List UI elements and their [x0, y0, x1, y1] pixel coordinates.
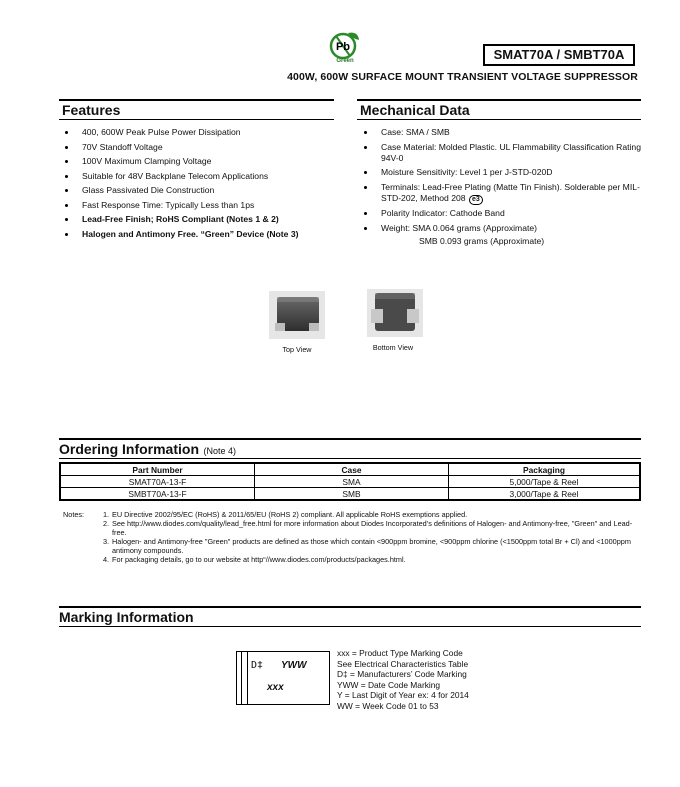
legend-line: WW = Week Code 01 to 53	[337, 700, 439, 711]
legend-line: Y = Last Digit of Year ex: 4 for 2014	[337, 690, 469, 701]
mechanical-item-weight: Weight: SMA 0.064 grams (Approximate)	[361, 223, 641, 234]
note-item: 1. EU Directive 2002/95/EC (RoHS) & 2011/65/EU (RoHS 2) compliant. All applicable RoHS exemptions applied.	[103, 510, 468, 519]
case-cell: SMA	[255, 476, 449, 488]
feature-item: Halogen and Antimony Free. “Green” Device (Note 3)	[62, 229, 337, 240]
marking-rule-top	[59, 606, 641, 608]
ordering-rule-bottom	[59, 458, 641, 459]
notes-label: Notes:	[63, 510, 85, 519]
features-rule-bottom	[59, 119, 334, 120]
feature-item: 70V Standoff Voltage	[62, 142, 337, 153]
logo-symbol: Pb	[335, 41, 351, 53]
chip-logo: D‡	[251, 660, 264, 671]
feature-item: 100V Maximum Clamping Voltage	[62, 156, 337, 167]
ordering-title: Ordering Information	[59, 441, 199, 457]
part-number-box: SMAT70A / SMBT70A	[483, 44, 635, 66]
cathode-band	[241, 652, 248, 704]
table-row	[60, 476, 640, 488]
marking-diagram	[236, 651, 330, 705]
column-header-part-number: Part Number	[60, 463, 255, 476]
logo-label: Green	[336, 58, 354, 64]
document-subtitle: 400W, 600W SURFACE MOUNT TRANSIENT VOLTAGE SUPPRESSOR	[287, 71, 638, 83]
table-header-row	[60, 463, 640, 476]
features-list	[62, 127, 337, 243]
mechanical-item-weight-smb: SMB 0.093 grams (Approximate)	[419, 235, 545, 246]
note-item: 2. See http://www.diodes.com/quality/lead_free.html for more information about Diodes Incorporated’s definitions of Halogen- and Antimony-free, "Green" and Lead-free.	[103, 519, 633, 537]
marking-rule-bottom	[59, 626, 641, 627]
package-top-view-image	[269, 291, 325, 339]
part-number-cell: SMAT70A-13-F	[60, 476, 255, 488]
part-number-cell: SMBT70A-13-F	[60, 488, 255, 501]
ordering-table	[59, 462, 641, 501]
mechanical-item-terminals: Terminals: Lead-Free Plating (Matte Tin Finish). Solderable per MIL-STD-202, Method 208 e3	[361, 182, 641, 205]
ordering-heading	[59, 441, 236, 459]
mechanical-item-moisture: Moisture Sensitivity: Level 1 per J-STD-020D	[361, 167, 641, 178]
mechanical-item-case: Case: SMA / SMB	[361, 127, 641, 138]
bottom-view-caption: Bottom View	[372, 343, 414, 352]
note-item: 3. Halogen- and Antimony-free "Green" products are defined as those which contain <900ppm bromine, <900ppm chlorine (<1500ppm total Br + Cl) and <1000ppm antimony compounds.	[103, 537, 631, 555]
top-view-caption: Top View	[282, 345, 312, 354]
feature-item: Glass Passivated Die Construction	[62, 185, 337, 196]
mechanical-item-polarity: Polarity Indicator: Cathode Band	[361, 208, 641, 219]
packaging-cell: 5,000/Tape & Reel	[449, 476, 641, 488]
feature-item: 400, 600W Peak Pulse Power Dissipation	[62, 127, 337, 138]
feature-item: Suitable for 48V Backplane Telecom Applications	[62, 171, 337, 182]
legend-line: D‡ = Manufacturers’ Code Marking	[337, 669, 467, 680]
marking-legend	[337, 648, 469, 712]
ordering-note: (Note 4)	[203, 446, 236, 456]
legend-line: See Electrical Characteristics Table	[337, 658, 469, 669]
column-header-packaging: Packaging	[449, 463, 641, 476]
feature-item: Fast Response Time: Typically Less than 1ps	[62, 200, 337, 211]
legend-line: YWW = Date Code Marking	[337, 679, 441, 690]
marking-title: Marking Information	[59, 609, 194, 625]
table-row	[60, 488, 640, 501]
legend-line: xxx = Product Type Marking Code	[337, 648, 463, 658]
features-title: Features	[62, 102, 121, 118]
package-bottom-view-image	[367, 289, 423, 337]
mechanical-rule-top	[357, 99, 641, 101]
features-rule-top	[59, 99, 334, 101]
note-item: 4. For packaging details, go to our website at http“//www.diodes.com/products/packages.html.	[103, 555, 406, 564]
column-header-case: Case	[255, 463, 449, 476]
case-cell: SMB	[255, 488, 449, 501]
feature-item: Lead-Free Finish; RoHS Compliant (Notes 1 & 2)	[62, 214, 337, 225]
notes-list	[103, 510, 642, 564]
mechanical-rule-bottom	[357, 119, 641, 120]
chip-type-code: xxx	[267, 682, 284, 693]
packaging-cell: 3,000/Tape & Reel	[449, 488, 641, 501]
ordering-rule-top	[59, 438, 641, 440]
chip-date-code: YWW	[281, 660, 307, 671]
e3-badge-icon: e3	[469, 195, 483, 205]
mechanical-item-case-material: Case Material: Molded Plastic. UL Flammability Classification Rating 94V-0	[361, 142, 641, 164]
mechanical-title: Mechanical Data	[360, 102, 470, 118]
mechanical-list	[361, 127, 641, 250]
